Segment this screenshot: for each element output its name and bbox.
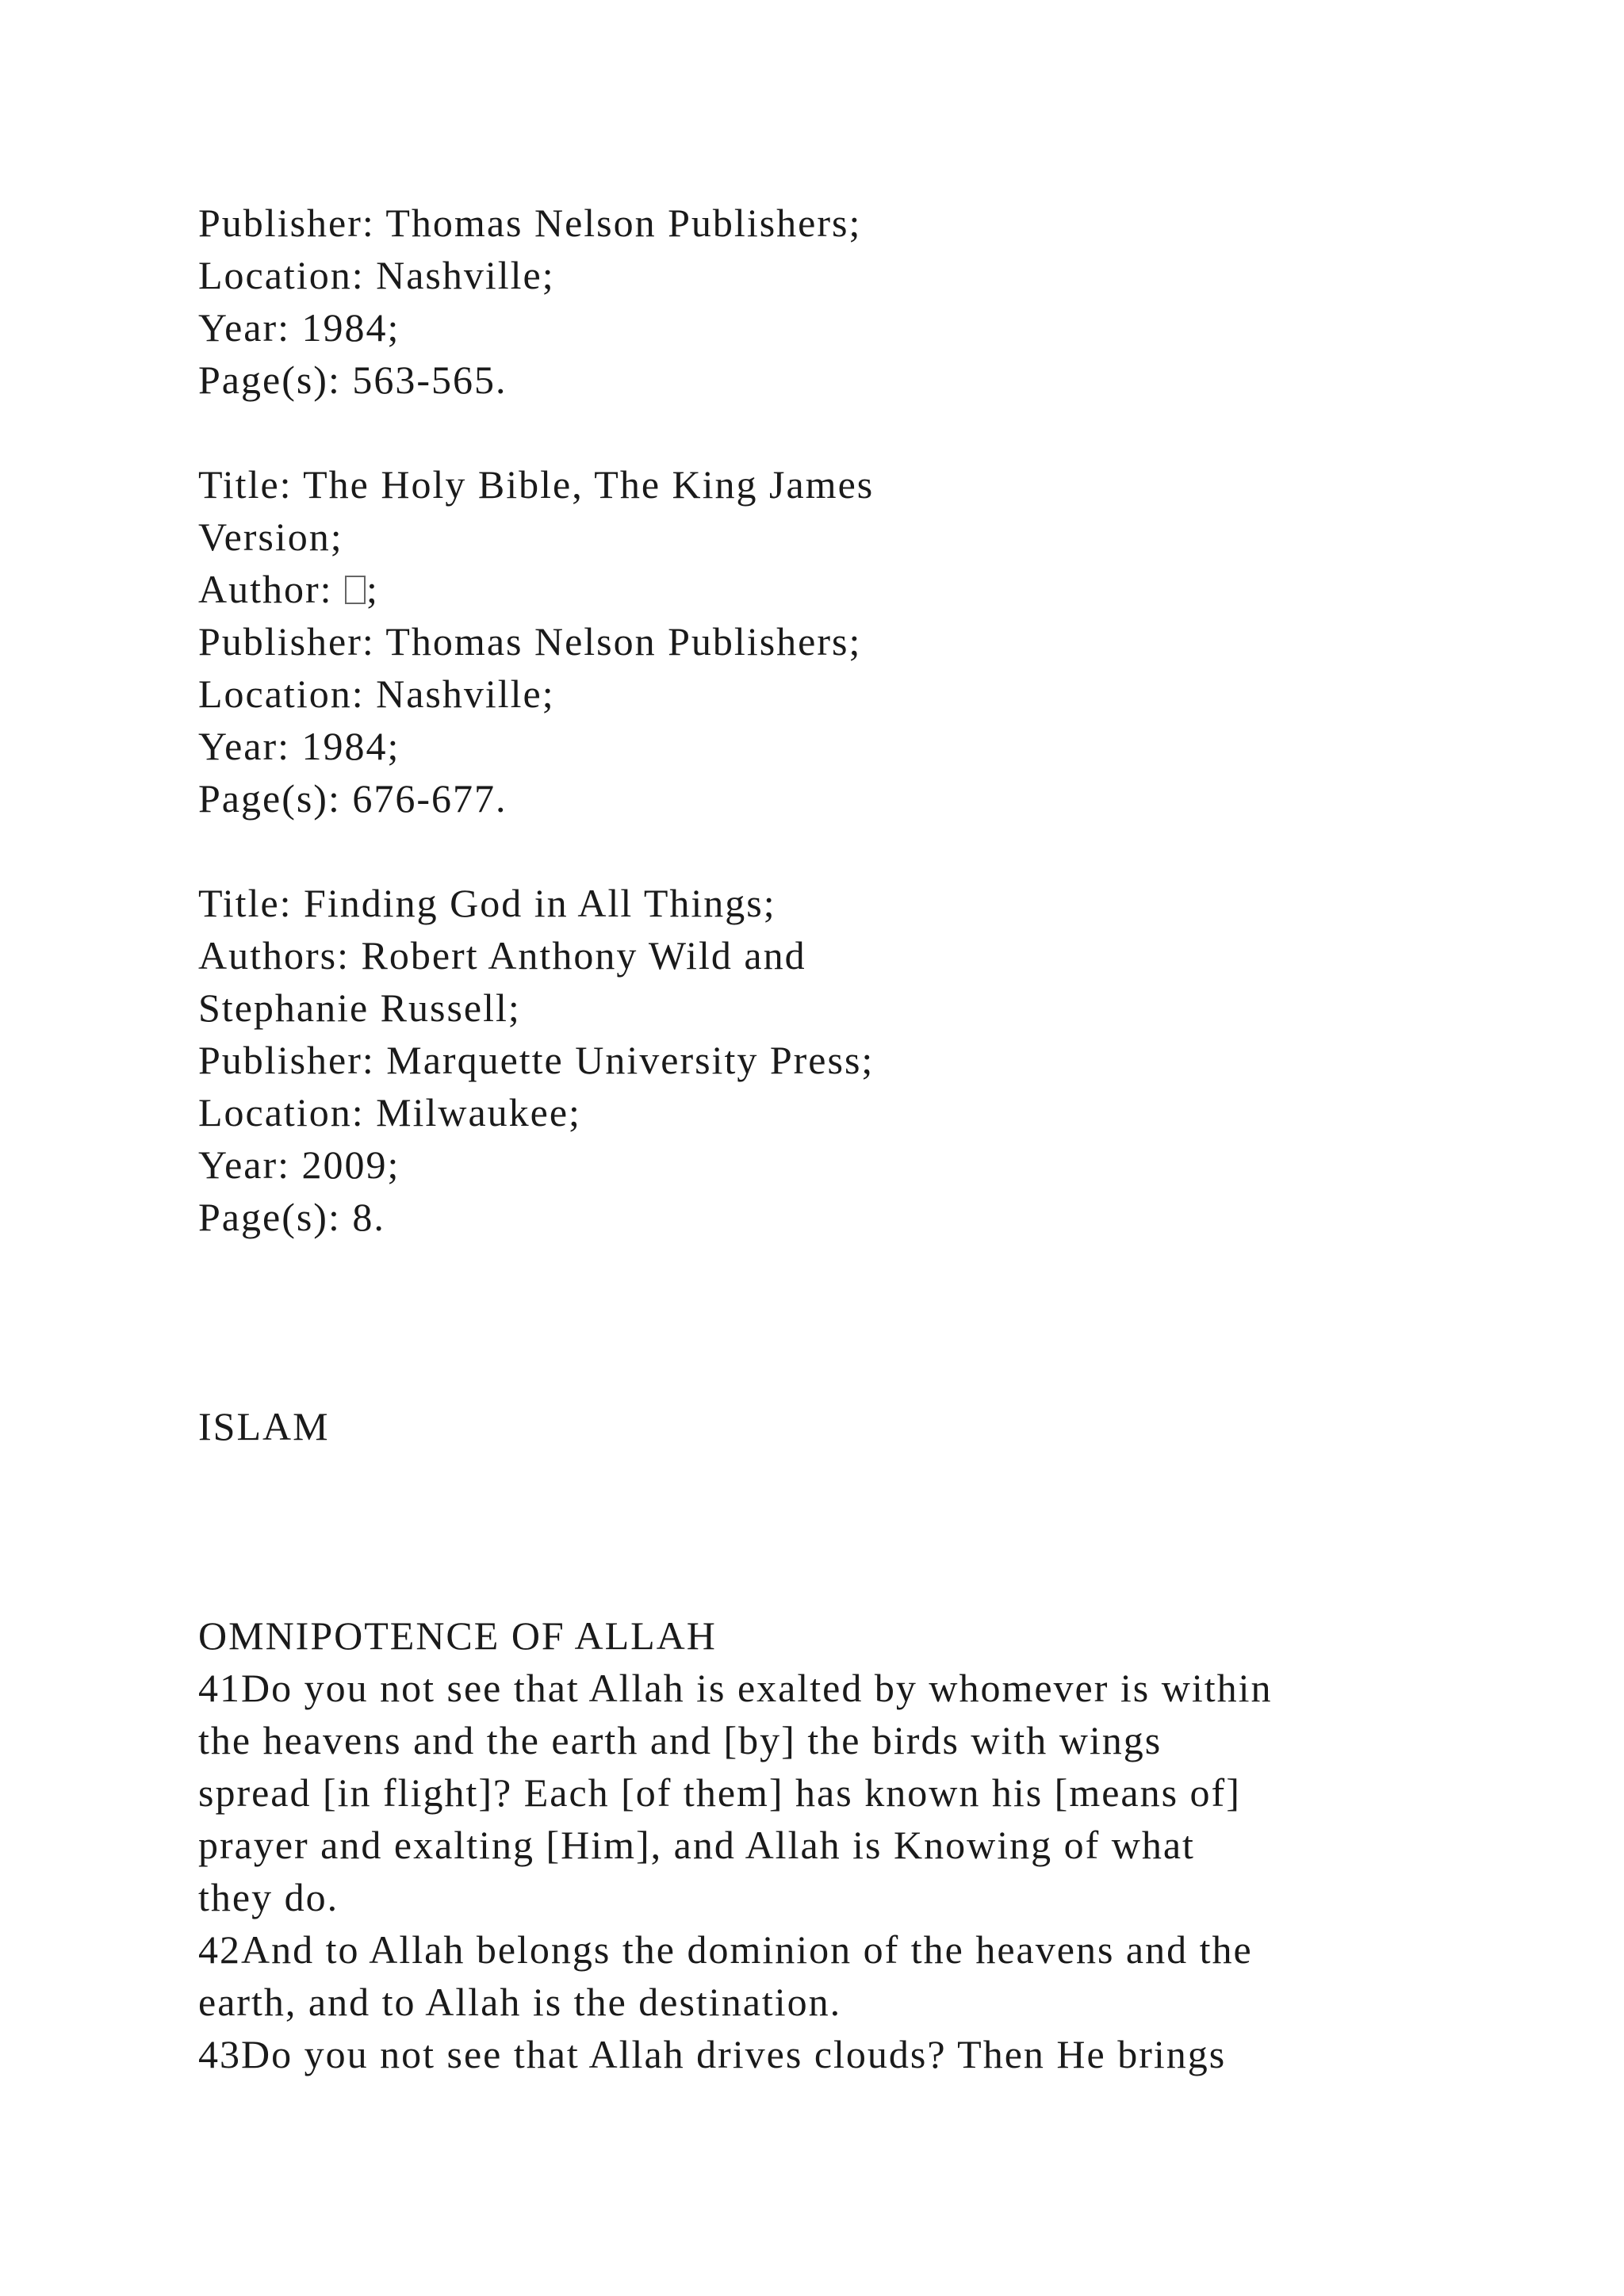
reference-2-author xyxy=(198,563,379,615)
reference-1-year: Year: 1984; xyxy=(198,305,400,350)
verse-line: spread [in flight]? Each [of them] has known his [means of] xyxy=(198,1770,1241,1815)
verse-line: 42And to Allah belongs the dominion of the heavens and the xyxy=(198,1927,1253,1972)
reference-3-title: Title: Finding God in All Things; xyxy=(198,881,776,925)
reference-3-pages: Page(s): 8. xyxy=(198,1195,385,1239)
reference-2-title-line-2: Version; xyxy=(198,515,343,559)
reference-3-publisher: Publisher: Marquette University Press; xyxy=(198,1038,875,1082)
section-heading: ISLAM xyxy=(198,1404,330,1448)
verse-line: the heavens and the earth and [by] the birds with wings xyxy=(198,1718,1162,1762)
verse-line: earth, and to Allah is the destination. xyxy=(198,1980,842,2024)
reference-2-publisher: Publisher: Thomas Nelson Publishers; xyxy=(198,619,862,664)
reference-2-year: Year: 1984; xyxy=(198,724,400,768)
reference-2-author-label: Author: xyxy=(198,567,345,611)
reference-2-author-suffix: ; xyxy=(366,567,379,611)
reference-1-location: Location: Nashville; xyxy=(198,253,555,297)
subsection-heading: OMNIPOTENCE OF ALLAH xyxy=(198,1613,717,1658)
reference-2-pages: Page(s): 676-677. xyxy=(198,776,508,821)
missing-glyph-box-icon xyxy=(345,576,366,604)
reference-2-title-line-1: Title: The Holy Bible, The King James xyxy=(198,462,875,507)
verse-line: they do. xyxy=(198,1875,339,1919)
verse-line: 43Do you not see that Allah drives clouds? Then He brings xyxy=(198,2032,1227,2076)
verse-line: 41Do you not see that Allah is exalted by whomever is within xyxy=(198,1666,1273,1710)
reference-3-year: Year: 2009; xyxy=(198,1142,400,1187)
verse-line: prayer and exalting [Him], and Allah is Knowing of what xyxy=(198,1823,1195,1867)
reference-1-pages: Page(s): 563-565. xyxy=(198,358,508,402)
reference-3-location: Location: Milwaukee; xyxy=(198,1090,581,1135)
reference-1-publisher: Publisher: Thomas Nelson Publishers; xyxy=(198,201,862,245)
reference-3-authors-line-2: Stephanie Russell; xyxy=(198,985,521,1030)
reference-3-authors-line-1: Authors: Robert Anthony Wild and xyxy=(198,933,806,978)
reference-2-location: Location: Nashville; xyxy=(198,672,555,716)
